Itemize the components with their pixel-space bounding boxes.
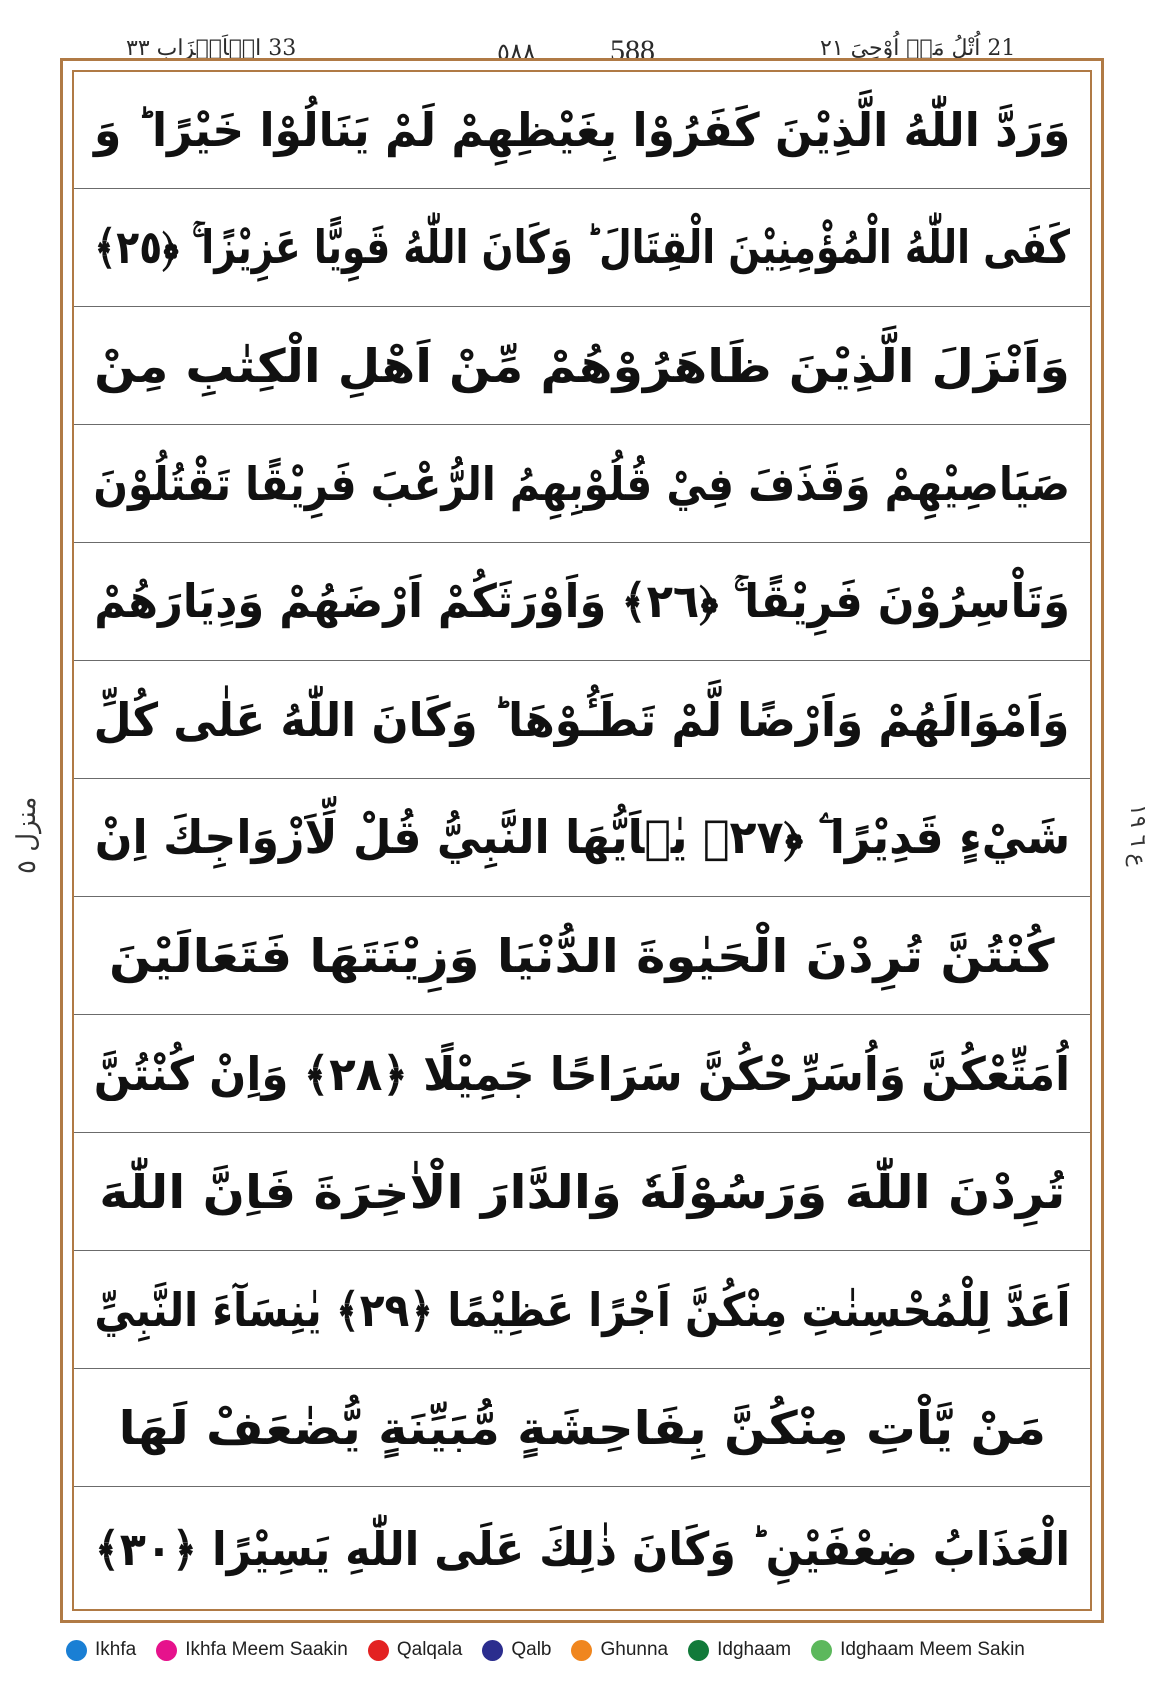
legend-label: Qalqala — [396, 1639, 463, 1660]
text-line — [74, 780, 1090, 897]
color-dot-icon — [368, 1640, 389, 1661]
text-line — [74, 1016, 1090, 1133]
color-dot-icon — [688, 1640, 709, 1661]
verse-text: الْعَذَابُ ضِعْفَيْنِ ؕ وَكَانَ ذٰلِكَ عَلَى اللّٰهِ يَسِيْرًا ﴿٣٠﴾ — [94, 1521, 1070, 1576]
juz-name-right: 21 اُتْلُ مَاۤ اُوْحِيَ ٢١ — [820, 36, 1016, 61]
verse-text: مَنْ يَّاْتِ مِنْكُنَّ بِفَاحِشَةٍ مُّبَيِّنَةٍ يُّضٰعَفْ لَهَا — [118, 1401, 1046, 1455]
surah-name-left: 33 الۡاَحۡزَاب ٣٣ — [126, 36, 297, 61]
color-dot-icon — [66, 1640, 87, 1661]
page-number-arabic: ٥٨٨ — [497, 38, 536, 66]
text-line — [74, 1370, 1090, 1487]
verse-text: تُرِدْنَ اللّٰهَ وَرَسُوْلَهٗ وَالدَّارَ الْاٰخِرَةَ فَاِنَّ اللّٰهَ — [98, 1165, 1066, 1219]
legend-label: Idghaam Meem Sakin — [840, 1639, 1025, 1660]
legend-label: Qalb — [511, 1639, 552, 1660]
verse-text: شَيْءٍ قَدِيْرًا ۧ ﴿٢٧﴾ يٰۤاَيُّهَا النَّبِيُّ قُلْ لِّاَزْوَاجِكَ اِنْ — [94, 810, 1070, 864]
text-line — [74, 544, 1090, 661]
text-line — [74, 1252, 1090, 1369]
verse-text: كَفَى اللّٰهُ الْمُؤْمِنِيْنَ الْقِتَالَ ؕ وَكَانَ اللّٰهُ قَوِيًّا عَزِيْزًا ۚ ﴿٢٥﴾ — [94, 220, 1070, 274]
legend-label: Ikhfa Meem Saakin — [185, 1639, 348, 1660]
legend-label: Ikhfa — [95, 1639, 137, 1660]
page-number: 588 — [610, 34, 655, 67]
text-line — [74, 426, 1090, 543]
legend-item — [156, 1639, 348, 1661]
color-dot-icon — [156, 1640, 177, 1661]
legend-item — [368, 1639, 463, 1661]
verse-text: وَتَاْسِرُوْنَ فَرِيْقًا ۚ ﴿٢٦﴾ وَاَوْرَثَكُمْ اَرْضَهُمْ وَدِيَارَهُمْ — [94, 574, 1070, 628]
text-line — [74, 662, 1090, 779]
color-dot-icon — [482, 1640, 503, 1661]
verse-text: وَرَدَّ اللّٰهُ الَّذِيْنَ كَفَرُوْا بِغَيْظِهِمْ لَمْ يَنَالُوْا خَيْرًا ؕ وَ — [93, 103, 1071, 157]
text-line — [74, 898, 1090, 1015]
ruku-marker: ع ٦ ١٩ — [1125, 803, 1150, 867]
legend-item — [811, 1639, 1025, 1661]
color-dot-icon — [811, 1640, 832, 1661]
color-dot-icon — [571, 1640, 592, 1661]
legend-label: Idghaam — [717, 1639, 792, 1660]
verse-text: كُنْتُنَّ تُرِدْنَ الْحَيٰوةَ الدُّنْيَا وَزِيْنَتَهَا فَتَعَالَيْنَ — [109, 929, 1055, 983]
verse-text: اَعَدَّ لِلْمُحْسِنٰتِ مِنْكُنَّ اَجْرًا عَظِيْمًا ﴿٢٩﴾ يٰنِسَآءَ النَّبِيِّ — [93, 1283, 1071, 1337]
tajweed-legend — [66, 1632, 1126, 1668]
text-line — [74, 190, 1090, 307]
manzil-marker: منزل ٥ — [12, 796, 42, 874]
verse-text: وَاَمْوَالَهُمْ وَاَرْضًا لَّمْ تَطَـُٔوْهَا ؕ وَكَانَ اللّٰهُ عَلٰى كُلِّ — [94, 693, 1070, 747]
text-line — [74, 1134, 1090, 1251]
verse-text: صَيَاصِيْهِمْ وَقَذَفَ فِيْ قُلُوْبِهِمُ الرُّعْبَ فَرِيْقًا تَقْتُلُوْنَ — [93, 457, 1071, 511]
text-line — [74, 308, 1090, 425]
verse-text: اُمَتِّعْكُنَّ وَاُسَرِّحْكُنَّ سَرَاحًا جَمِيْلًا ﴿٢٨﴾ وَاِنْ كُنْتُنَّ — [93, 1047, 1071, 1101]
text-line — [74, 1488, 1090, 1609]
legend-item — [571, 1639, 668, 1661]
verse-text: وَاَنْزَلَ الَّذِيْنَ ظَاهَرُوْهُمْ مِّنْ اَهْلِ الْكِتٰبِ مِنْ — [94, 339, 1070, 393]
text-line — [74, 72, 1090, 189]
legend-item — [688, 1639, 791, 1661]
legend-item — [482, 1639, 551, 1661]
legend-label: Ghunna — [600, 1639, 669, 1660]
quran-text-block — [74, 72, 1090, 1609]
legend-item — [66, 1639, 136, 1661]
